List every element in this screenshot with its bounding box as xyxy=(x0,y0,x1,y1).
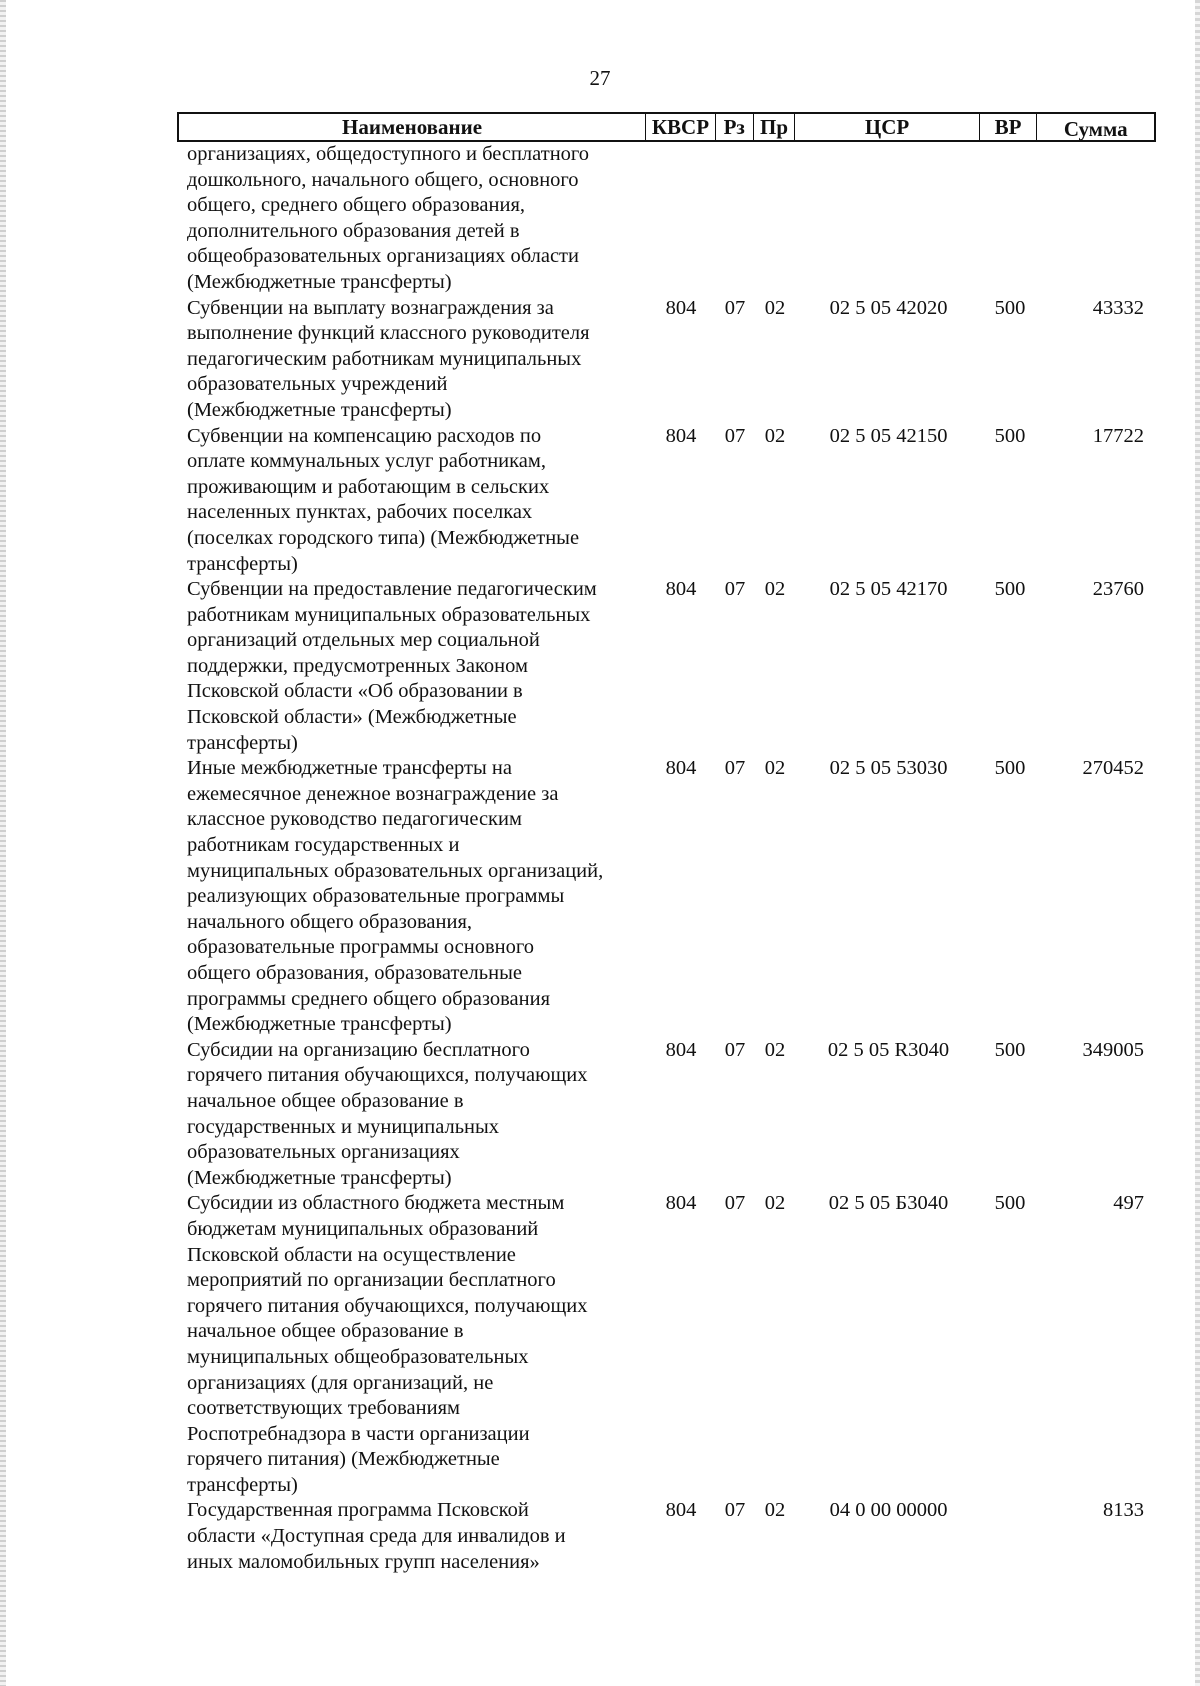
header-sum: Сумма xyxy=(1063,116,1128,141)
row-pr: 02 xyxy=(764,757,786,780)
row-csr: 02 5 05 Б3040 xyxy=(828,1192,949,1215)
table-row xyxy=(177,296,1156,424)
row-vr xyxy=(981,1498,1039,1575)
table-row xyxy=(177,424,1156,578)
row-pr: 02 xyxy=(764,1192,786,1215)
row-name: Государственная программа Псковской области «Доступная среда для инвалидов и иных маломобильных групп населения» xyxy=(187,1499,566,1573)
header-kvsr: КВСР xyxy=(646,114,716,140)
row-csr xyxy=(796,142,981,296)
table-body xyxy=(177,142,1156,1575)
row-sum: 497 xyxy=(1113,1192,1144,1215)
table-row xyxy=(177,756,1156,1038)
row-csr: 02 5 05 53030 xyxy=(829,757,948,780)
row-vr xyxy=(981,142,1039,296)
row-vr: 500 xyxy=(994,296,1026,319)
row-csr: 02 5 05 42150 xyxy=(829,424,948,447)
scan-edge-left xyxy=(0,0,6,1686)
row-sum: 8133 xyxy=(1103,1499,1144,1522)
row-sum: 270452 xyxy=(1082,757,1144,780)
table-row xyxy=(177,1191,1156,1498)
row-rz: 07 xyxy=(724,424,746,447)
row-kvsr: 804 xyxy=(665,1192,697,1215)
row-sum: 43332 xyxy=(1092,296,1144,319)
row-name: Субсидии из областного бюджета местным бюджетам муниципальных образований Псковской области на осуществление мероприятий по организации бесплатного горячего питания обучающихся, получающих начальное общее образование в муниципальных общеобразовательных организациях (для организаций, не соответствующих требованиям Роспотребнадзора в части организации горячего питания) (Межбюджетные трансферты) xyxy=(187,1192,588,1496)
row-sum: 23760 xyxy=(1092,578,1144,601)
row-sum xyxy=(1039,142,1156,296)
row-kvsr: 804 xyxy=(665,578,697,601)
row-pr: 02 xyxy=(764,1038,786,1061)
row-rz xyxy=(716,142,754,296)
table-row xyxy=(177,577,1156,756)
row-pr: 02 xyxy=(764,296,786,319)
header-name: Наименование xyxy=(179,114,646,140)
row-pr: 02 xyxy=(764,424,786,447)
table-row xyxy=(177,1498,1156,1575)
row-csr: 02 5 05 R3040 xyxy=(827,1038,950,1061)
row-name: Субвенции на компенсацию расходов по оплате коммунальных услуг работникам, проживающим и работающим в сельских населенных пунктах, рабочих поселках (поселках городского типа) (Межбюджетные трансферты) xyxy=(187,424,580,575)
table-row xyxy=(177,142,1156,296)
row-rz: 07 xyxy=(724,296,746,319)
row-kvsr: 804 xyxy=(665,424,697,447)
row-rz: 07 xyxy=(724,1038,746,1061)
row-vr: 500 xyxy=(994,757,1026,780)
row-csr: 02 5 05 42170 xyxy=(829,578,948,601)
row-name: Иные межбюджетные трансферты на ежемесячное денежное вознаграждение за классное руководство педагогическим работникам государственных и муниципальных образовательных организаций, реализующих образовательные программы начального общего образования, образовательные программы основного общего образования, образовательные программы среднего общего образования (Межбюджетные трансферты) xyxy=(187,757,604,1036)
row-kvsr: 804 xyxy=(665,757,697,780)
row-rz: 07 xyxy=(724,578,746,601)
row-csr: 04 0 00 00000 xyxy=(829,1499,948,1522)
row-kvsr: 804 xyxy=(665,1038,697,1061)
row-csr: 02 5 05 42020 xyxy=(829,296,948,319)
row-pr: 02 xyxy=(764,1499,786,1522)
page-number: 27 xyxy=(589,66,611,90)
table-header xyxy=(177,112,1156,142)
row-rz: 07 xyxy=(724,1192,746,1215)
row-rz: 07 xyxy=(724,757,746,780)
row-rz: 07 xyxy=(724,1499,746,1522)
row-pr xyxy=(754,142,796,296)
row-vr: 500 xyxy=(994,1038,1026,1061)
header-rz: Рз xyxy=(716,114,754,140)
row-kvsr: 804 xyxy=(665,1499,697,1522)
row-vr: 500 xyxy=(994,1192,1026,1215)
row-vr: 500 xyxy=(994,578,1026,601)
row-pr: 02 xyxy=(764,578,786,601)
header-vr: ВР xyxy=(980,114,1038,140)
row-vr: 500 xyxy=(994,424,1026,447)
row-sum: 17722 xyxy=(1092,424,1144,447)
row-sum: 349005 xyxy=(1082,1038,1144,1061)
row-kvsr xyxy=(646,142,716,296)
table-row xyxy=(177,1038,1156,1192)
row-name: Субвенции на выплату вознаграждения за выполнение функций классного руководителя педагогическим работникам муниципальных образовательных учреждений (Межбюджетные трансферты) xyxy=(187,296,590,421)
row-name: организациях, общедоступного и бесплатного дошкольного, начального общего, основного общего, среднего общего образования, дополнительного образования детей в общеобразовательных организациях области (Межбюджетные трансферты) xyxy=(187,143,590,293)
header-pr: Пр xyxy=(754,114,796,140)
header-csr: ЦСР xyxy=(795,114,979,140)
row-name: Субсидии на организацию бесплатного горячего питания обучающихся, получающих начальное общее образование в государственных и муниципальных образовательных организациях (Межбюджетные трансферты) xyxy=(187,1038,588,1189)
row-name: Субвенции на предоставление педагогическим работникам муниципальных образовательных организаций отдельных мер социальной поддержки, предусмотренных Законом Псковской области «Об образовании в Псковской области» (Межбюджетные трансферты) xyxy=(187,578,597,754)
row-kvsr: 804 xyxy=(665,296,697,319)
scan-edge-right xyxy=(1195,0,1200,1686)
